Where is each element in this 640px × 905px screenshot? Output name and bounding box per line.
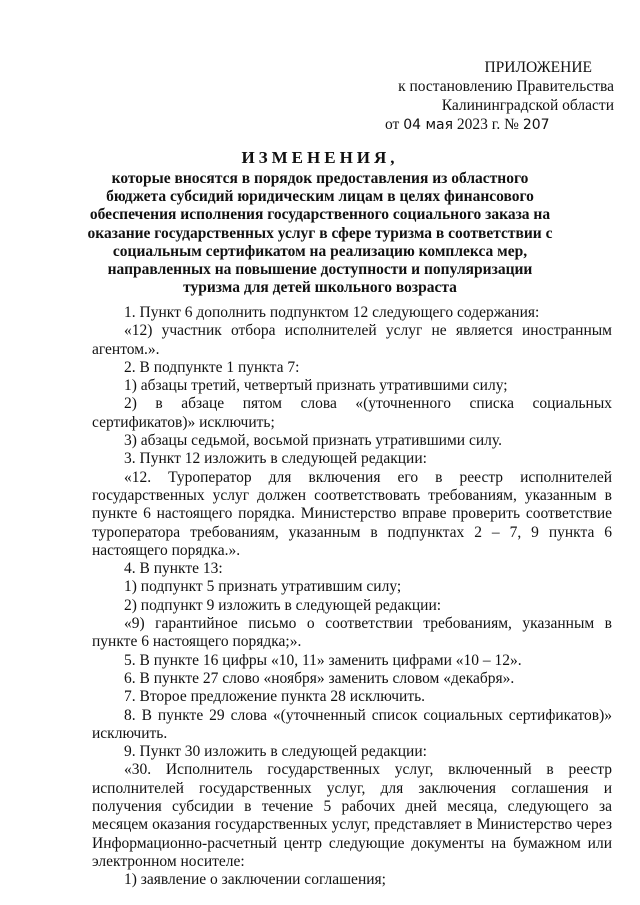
paragraph: 4. В пункте 13: [124, 560, 223, 578]
paragraph: 3) абзацы седьмой, восьмой признать утратившими силу. [124, 432, 502, 450]
paragraph: 1) заявление о заключении соглашения; [124, 871, 386, 889]
paragraph: 2) подпункт 9 изложить в следующей редакции: [124, 596, 442, 614]
paragraph: «12) участник отбора исполнителей услуг не является иностранным агентом.». [92, 322, 612, 358]
paragraph: 9. Пункт 30 изложить в следующей редакции: [124, 743, 427, 761]
paragraph: 2. В подпункте 1 пункта 7: [124, 358, 300, 376]
stamp-date-prefix: от [385, 116, 400, 133]
paragraph: «9) гарантийное письмо о соответствии требованиям, указанным в пункте 6 настоящего порядка;». [92, 615, 612, 651]
paragraph: 8. В пункте 29 слова «(уточненный список социальных сертификатов)» исключить. [92, 706, 612, 742]
paragraph: 1) абзацы третий, четвертый признать утратившими силу; [124, 377, 508, 395]
paragraph: 2) в абзаце пятом слова «(уточненного списка социальных сертификатов)» исключить; [92, 395, 612, 431]
paragraph: 3. Пункт 12 изложить в следующей редакции: [124, 450, 427, 468]
paragraph: «30. Исполнитель государственных услуг, включенный в реестр исполнителей государственных услуг, для заключения соглашения и получения субсидии в течение 5 рабочих дней месяца, следующего за месяцем оказания государственных услуг, представляет в Министерство через Информационно-расчетный центр следующие документы на бумажном или электронном носителе: [92, 761, 612, 870]
stamp-resolution-line: к постановлению Правительства [398, 78, 614, 95]
stamp-date-value: 04 мая [403, 117, 454, 133]
document-title: ИЗМЕНЕНИЯ, [241, 148, 399, 167]
stamp-date-line [385, 115, 550, 135]
document-body [92, 304, 612, 890]
stamp-number: 207 [522, 117, 550, 133]
stamp-region-line: Калининградской области [441, 97, 614, 114]
paragraph: 5. В пункте 16 цифры «10, 11» заменить цифрами «10 – 12». [124, 651, 522, 669]
approval-stamp [380, 58, 620, 133]
document-subtitle: которые вносятся в порядок предоставления из областного бюджета субсидий юридическим лицам в целях финансового обеспечения исполнения государственного социального заказа на оказание государственных услуг в сфере туризма в соответствии с социальным сертификатом на реализацию комплекса мер, направленных на повышение доступности и популяризации туризма для детей школьного возраста [87, 170, 553, 297]
paragraph: 1) подпункт 5 признать утратившим силу; [124, 578, 402, 596]
stamp-appendix-label: ПРИЛОЖЕНИЕ [484, 59, 592, 76]
document-heading [80, 148, 560, 297]
paragraph: 1. Пункт 6 дополнить подпунктом 12 следующего содержания: [124, 304, 540, 321]
paragraph: «12. Туроператор для включения его в реестр исполнителей государственных услуг должен соответствовать требованиям, указанным в пункте 6 настоящего порядка. Министерство вправе проверить соответствие туроператора требованиям, указанным в подпунктах 2 – 7, 9 пункта 6 настоящего порядка.». [92, 468, 612, 559]
paragraph: 6. В пункте 27 слово «ноября» заменить словом «декабря». [124, 669, 515, 687]
stamp-year: 2023 г. № [456, 116, 519, 133]
paragraph: 7. Второе предложение пункта 28 исключить. [124, 688, 426, 706]
